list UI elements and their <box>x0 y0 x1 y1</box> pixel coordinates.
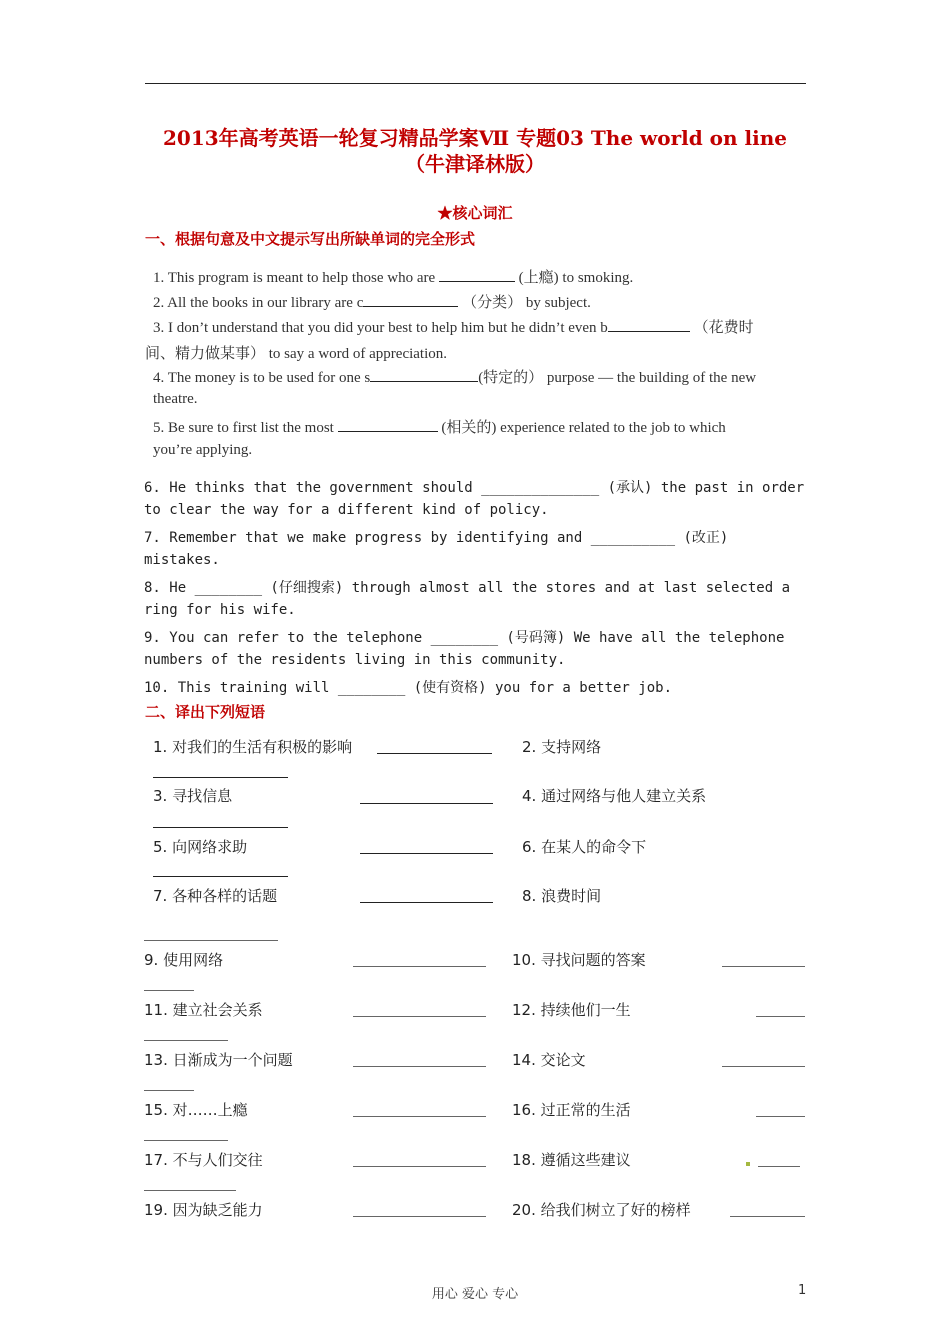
phrase-item-2: 2. 支持网络 <box>522 738 602 756</box>
phrase-item-20: 20. 给我们树立了好的榜样 <box>512 1201 691 1219</box>
phrase-item-9: 9. 使用网络 <box>144 951 224 969</box>
exercise-item-10: 10. This training will ________ (使有资格) you for a better job. <box>144 680 673 696</box>
answer-blank[interactable] <box>363 292 458 307</box>
answer-line[interactable] <box>722 966 805 967</box>
answer-blank[interactable] <box>338 417 438 432</box>
document-title-edition: （牛津译林版） <box>405 152 545 176</box>
exercise-item-9-cont: numbers of the residents living in this community. <box>144 652 566 668</box>
section-2-heading: 二、译出下列短语 <box>145 703 266 721</box>
answer-line[interactable] <box>144 1190 236 1191</box>
answer-line[interactable] <box>377 753 492 754</box>
answer-line[interactable] <box>353 1116 486 1117</box>
answer-blank[interactable] <box>439 267 515 282</box>
exercise-item-5: 5. Be sure to first list the most (相关的) experience related to the job to which <box>153 416 726 437</box>
answer-line[interactable] <box>360 803 493 804</box>
answer-line[interactable] <box>144 940 278 941</box>
phrase-item-4: 4. 通过网络与他人建立关系 <box>522 787 707 805</box>
answer-line[interactable] <box>353 966 486 967</box>
phrase-item-14: 14. 交论文 <box>512 1051 586 1069</box>
answer-blank[interactable] <box>608 317 690 332</box>
phrase-item-15: 15. 对……上瘾 <box>144 1101 248 1119</box>
phrase-item-11: 11. 建立社会关系 <box>144 1001 263 1019</box>
phrase-item-13: 13. 日渐成为一个问题 <box>144 1051 293 1069</box>
phrase-item-19: 19. 因为缺乏能力 <box>144 1201 263 1219</box>
phrase-item-3: 3. 寻找信息 <box>153 787 233 805</box>
exercise-item-3-cont: 间、精力做某事） to say a word of appreciation. <box>145 346 448 362</box>
answer-line[interactable] <box>360 853 493 854</box>
exercise-item-1: 1. This program is meant to help those who are (上瘾) to smoking. <box>153 266 633 287</box>
answer-line[interactable] <box>144 1140 228 1141</box>
answer-line[interactable] <box>360 902 493 903</box>
exercise-item-7-cont: mistakes. <box>144 552 220 568</box>
exercise-item-4: 4. The money is to be used for one s (特定的） purpose — the building of the new <box>153 366 756 387</box>
phrase-item-12: 12. 持续他们一生 <box>512 1001 631 1019</box>
phrase-item-16: 16. 过正常的生活 <box>512 1101 631 1119</box>
answer-line[interactable] <box>144 1090 194 1091</box>
decorative-dot <box>746 1162 750 1166</box>
exercise-item-7: 7. Remember that we make progress by identifying and __________ (改正) <box>144 530 729 546</box>
exercise-item-5-cont: you’re applying. <box>153 442 253 458</box>
phrase-item-5: 5. 向网络求助 <box>153 838 248 856</box>
phrase-item-7: 7. 各种各样的话题 <box>153 887 278 905</box>
answer-line[interactable] <box>756 1016 805 1017</box>
document-title: 2013年高考英语一轮复习精品学案Ⅶ 专题03 The world on line <box>163 126 787 150</box>
phrase-item-8: 8. 浪费时间 <box>522 887 602 905</box>
page-number: 1 <box>798 1283 807 1298</box>
answer-line[interactable] <box>353 1066 486 1067</box>
exercise-item-8-cont: ring for his wife. <box>144 602 296 618</box>
phrase-item-17: 17. 不与人们交往 <box>144 1151 263 1169</box>
answer-line[interactable] <box>353 1166 486 1167</box>
phrase-item-18: 18. 遵循这些建议 <box>512 1151 631 1169</box>
answer-line[interactable] <box>758 1166 800 1167</box>
phrase-item-6: 6. 在某人的命令下 <box>522 838 647 856</box>
answer-line[interactable] <box>722 1066 805 1067</box>
exercise-item-2: 2. All the books in our library are c （分类） by subject. <box>153 291 591 312</box>
exercise-item-6-cont: to clear the way for a different kind of policy. <box>144 502 549 518</box>
section-1-heading: 一、根据句意及中文提示写出所缺单词的完全形式 <box>145 230 476 248</box>
answer-line[interactable] <box>153 876 288 877</box>
exercise-item-9: 9. You can refer to the telephone ________ (号码簿) We have all the telephone <box>144 630 785 646</box>
answer-line[interactable] <box>730 1216 805 1217</box>
answer-line[interactable] <box>144 1040 228 1041</box>
phrase-item-10: 10. 寻找问题的答案 <box>512 951 646 969</box>
answer-line[interactable] <box>353 1216 486 1217</box>
page-footer: 用心 爱心 专心 <box>431 1287 519 1302</box>
header-rule <box>145 83 806 84</box>
answer-line[interactable] <box>144 990 194 991</box>
answer-line[interactable] <box>756 1116 805 1117</box>
answer-line[interactable] <box>153 827 288 828</box>
exercise-item-6: 6. He thinks that the government should ______________ (承认) the past in order <box>144 480 805 496</box>
exercise-item-4-cont: theatre. <box>153 391 198 407</box>
core-vocabulary-heading: ★核心词汇 <box>437 204 513 222</box>
phrase-item-1: 1. 对我们的生活有积极的影响 <box>153 738 353 756</box>
answer-line[interactable] <box>353 1016 486 1017</box>
answer-line[interactable] <box>153 777 288 778</box>
answer-blank[interactable] <box>370 367 478 382</box>
exercise-item-3: 3. I don’t understand that you did your best to help him but he didn’t even b （花费时 <box>153 316 754 337</box>
exercise-item-8: 8. He ________ (仔细搜索) through almost all the stores and at last selected a <box>144 580 791 596</box>
